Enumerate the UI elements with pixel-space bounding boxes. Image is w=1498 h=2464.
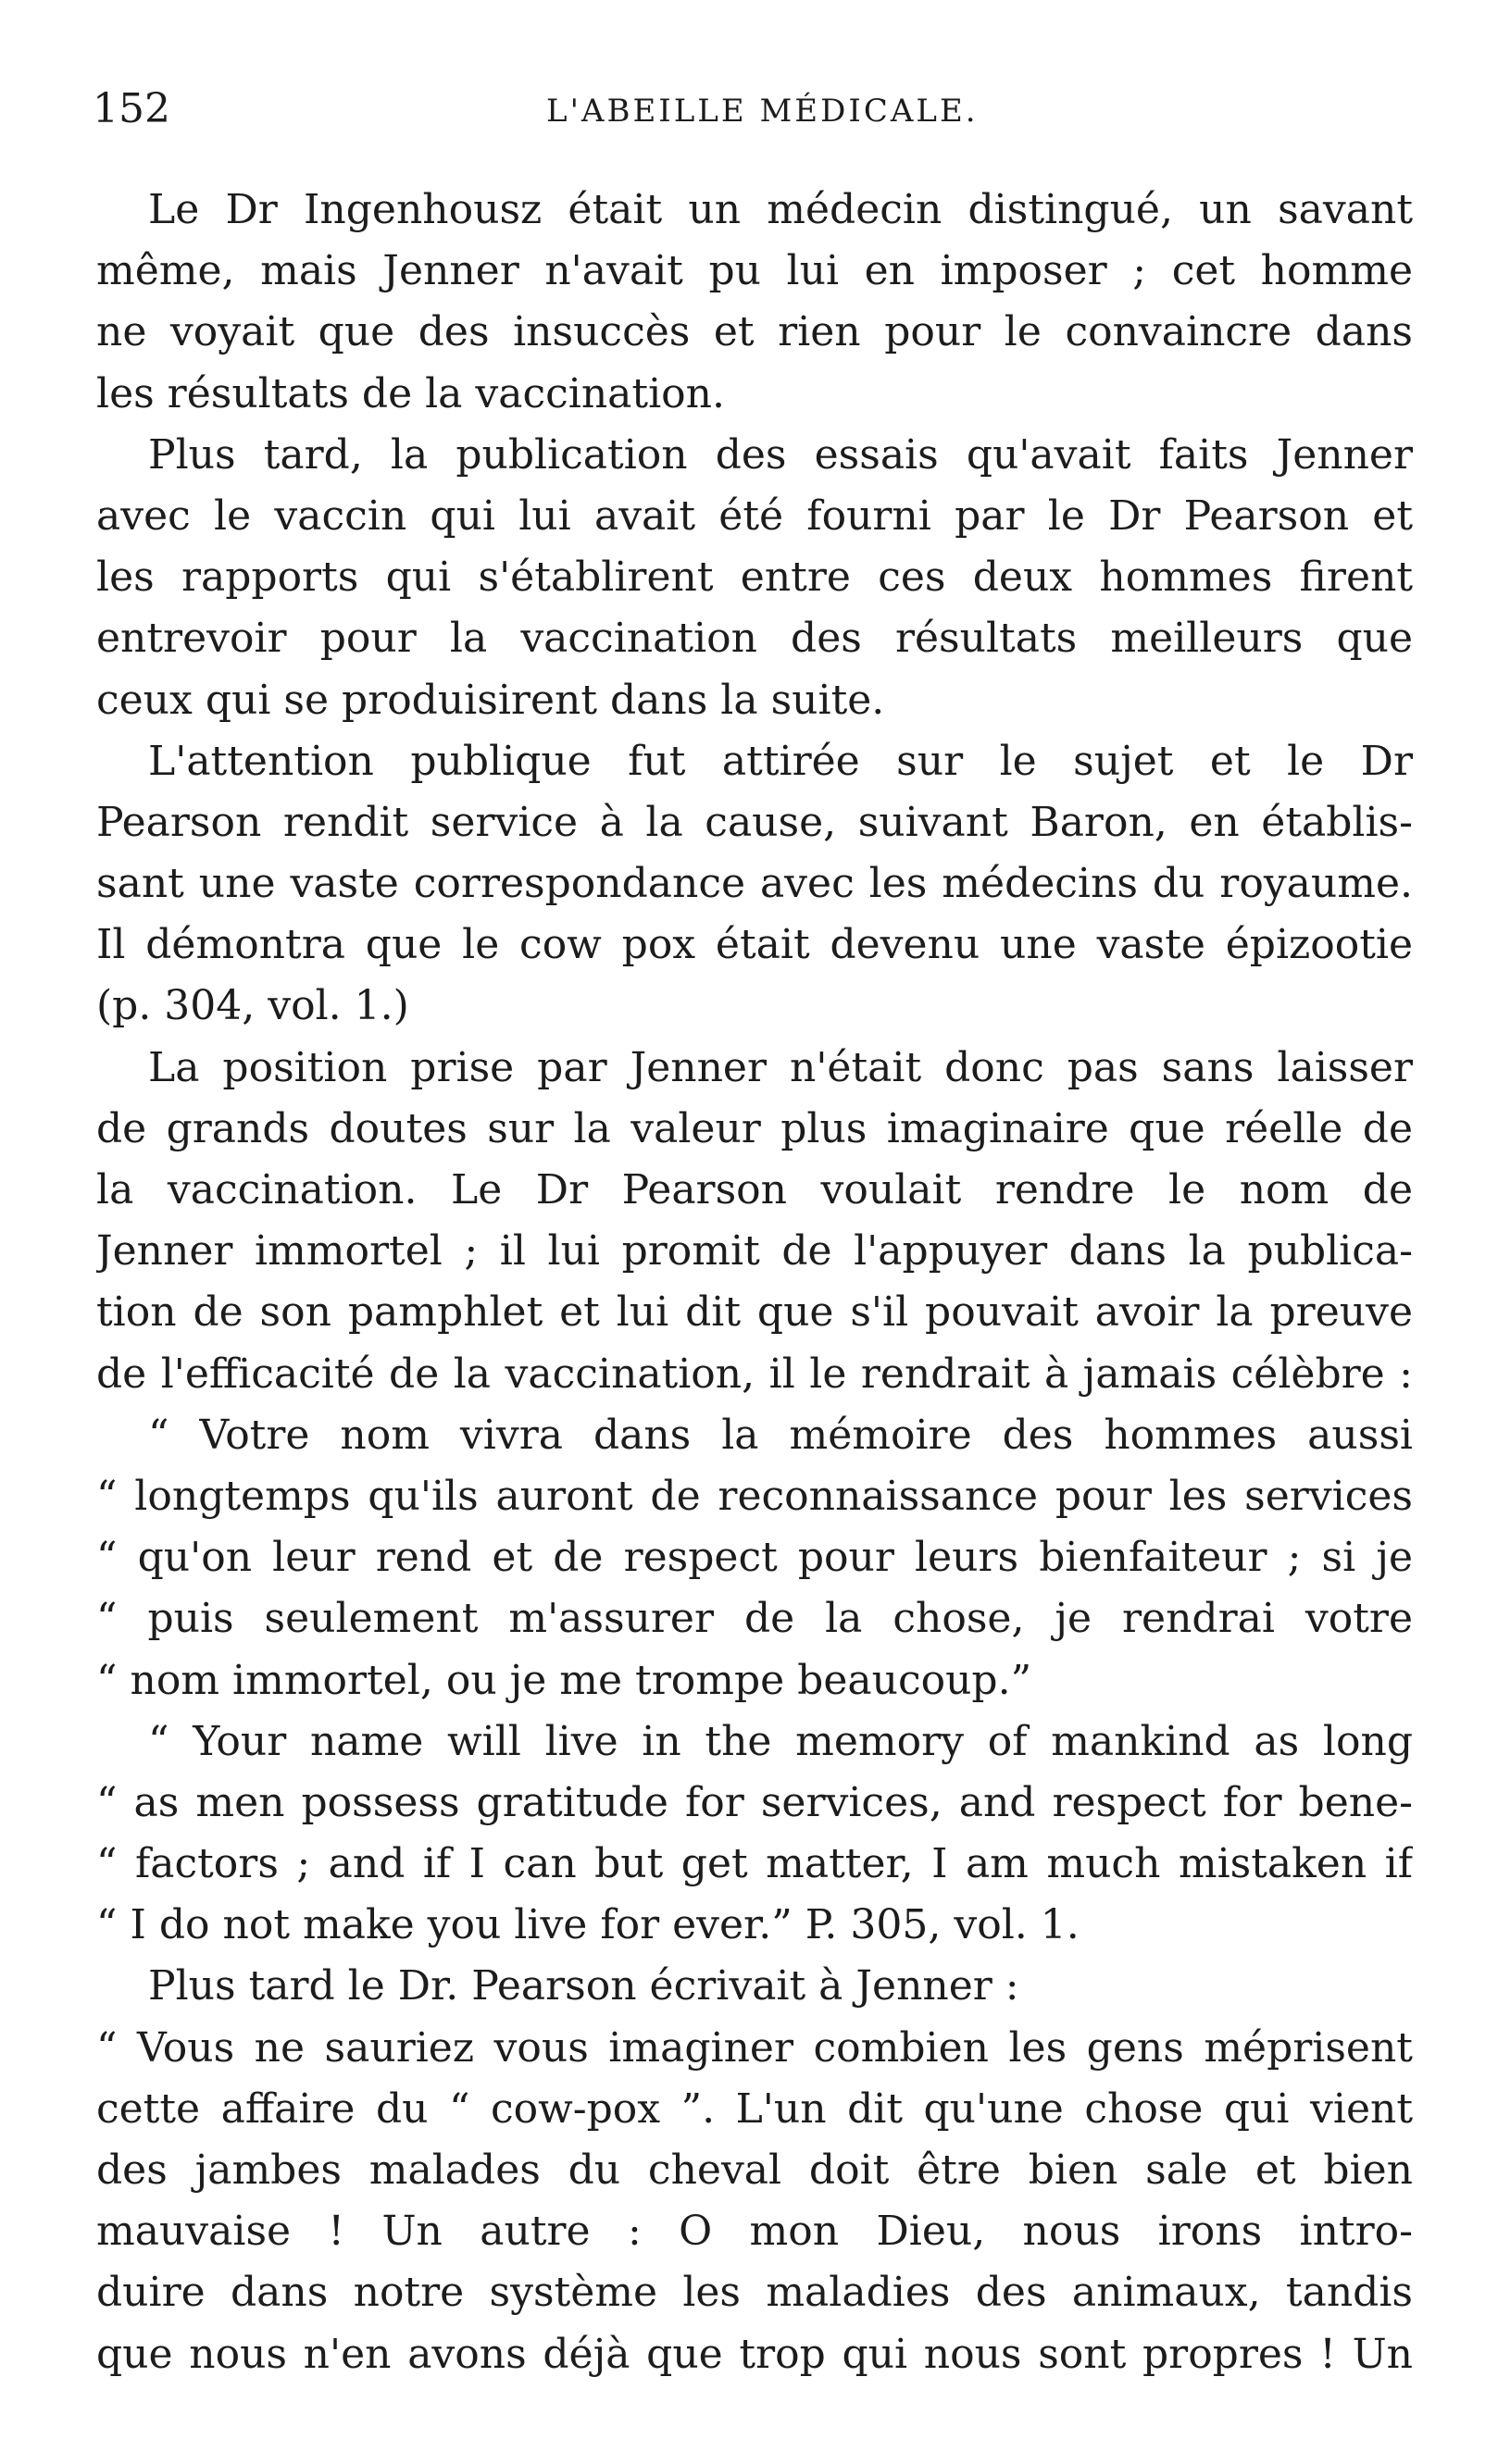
text-line: même, mais Jenner n'avait pu lui en imposer ; cet homme: [96, 247, 1413, 295]
text-line: cette affaire du “ cow-pox ”. L'un dit qu'une chose qui vient: [96, 2084, 1413, 2133]
text-line: “ I do not make you live for ever.” P. 305, vol. 1.: [96, 1901, 1080, 1949]
text-line: ceux qui se produisirent dans la suite.: [96, 676, 885, 724]
text-line: “ as men possess gratitude for services, and respect for bene-: [96, 1778, 1413, 1826]
text-line: “ qu'on leur rend et de respect pour leurs bienfaiteur ; si je: [96, 1534, 1413, 1582]
running-title: L'ABEILLE MÉDICALE.: [546, 93, 979, 130]
text-line: La position prise par Jenner n'était donc pas sans laisser: [148, 1043, 1413, 1091]
text-line: (p. 304, vol. 1.): [96, 982, 409, 1030]
text-line: sant une vaste correspondance avec les médecins du royaume.: [96, 860, 1413, 908]
text-line: tion de son pamphlet et lui dit que s'il pouvait avoir la preuve: [96, 1288, 1413, 1337]
text-line: Plus tard le Dr. Pearson écrivait à Jenner :: [148, 1962, 1019, 2010]
text-line: des jambes malades du cheval doit être bien sale et bien: [96, 2147, 1413, 2194]
text-line: Jenner immortel ; il lui promit de l'appuyer dans la publica-: [96, 1227, 1413, 1276]
text-line: entrevoir pour la vaccination des résultats meilleurs que: [96, 615, 1413, 663]
text-line: de l'efficacité de la vaccination, il le rendrait à jamais célèbre :: [96, 1350, 1413, 1398]
running-head: [93, 81, 1417, 137]
text-line: mauvaise ! Un autre : O mon Dieu, nous irons intro-: [96, 2208, 1413, 2256]
text-line: de grands doutes sur la valeur plus imaginaire que réelle de: [96, 1104, 1413, 1152]
text-line: “ Your name will live in the memory of mankind as long: [148, 1717, 1413, 1765]
page-number: 152: [93, 85, 170, 132]
text-line: “ longtemps qu'ils auront de reconnaissance pour les services: [96, 1472, 1413, 1520]
text-line: “ puis seulement m'assurer de la chose, je rendrai votre: [96, 1595, 1413, 1643]
text-line: “ Vous ne sauriez vous imaginer combien les gens méprisent: [96, 2023, 1413, 2072]
text-line: Le Dr Ingenhousz était un médecin distingué, un savant: [148, 186, 1413, 233]
text-line: “ Votre nom vivra dans la mémoire des hommes aussi: [148, 1411, 1413, 1459]
text-line: Pearson rendit service à la cause, suivant Baron, en établis-: [96, 798, 1413, 846]
text-line: avec le vaccin qui lui avait été fourni par le Dr Pearson et: [96, 492, 1413, 540]
body-text: [96, 180, 1413, 2385]
text-line: Il démontra que le cow pox était devenu une vaste épizootie: [96, 921, 1413, 969]
text-line: L'attention publique fut attirée sur le sujet et le Dr: [148, 737, 1413, 785]
text-line: la vaccination. Le Dr Pearson voulait rendre le nom de: [96, 1166, 1413, 1213]
text-line: duire dans notre système les maladies des animaux, tandis: [96, 2269, 1413, 2317]
text-line: les résultats de la vaccination.: [96, 369, 725, 417]
text-line: les rapports qui s'établirent entre ces deux hommes firent: [96, 554, 1413, 602]
text-line: “ factors ; and if I can but get matter, I am much mistaken if: [96, 1840, 1413, 1888]
text-line: ne voyait que des insuccès et rien pour le convaincre dans: [96, 308, 1413, 356]
text-line: “ nom immortel, ou je me trompe beaucoup.”: [96, 1656, 1032, 1704]
text-line: que nous n'en avons déjà que trop qui nous sont propres ! Un: [96, 2330, 1413, 2378]
text-line: Plus tard, la publication des essais qu'avait faits Jenner: [148, 430, 1413, 479]
